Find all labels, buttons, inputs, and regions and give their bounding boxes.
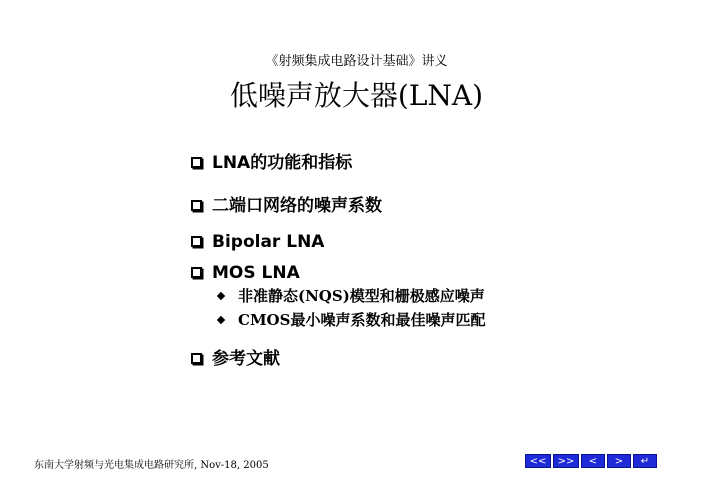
previous-slide-button[interactable]: < (581, 454, 605, 468)
outline-item-label: MOS LNA (212, 263, 300, 283)
diamond-bullet-icon (217, 292, 225, 300)
footer-credit: 东南大学射频与光电集成电路研究所, Nov-18, 2005 (34, 460, 269, 471)
outline-subitem (218, 310, 485, 330)
outline-item-label: 参考文献 (212, 349, 280, 369)
outline-item-label: LNA的功能和指标 (212, 153, 353, 173)
outline-item-label: Bipolar LNA (212, 232, 325, 252)
outline-subitem-label: 非准静态(NQS)模型和栅极感应噪声 (238, 287, 485, 305)
outline-subitem-label: CMOS最小噪声系数和最佳噪声匹配 (238, 311, 486, 329)
outline-item (191, 262, 300, 284)
diamond-bullet-icon (217, 316, 225, 324)
outline-item (191, 195, 382, 217)
outline-item (191, 348, 280, 370)
last-slide-button[interactable]: >> (553, 454, 579, 468)
checkbox-bullet-icon (191, 200, 202, 211)
checkbox-bullet-icon (191, 267, 202, 278)
outline-item (191, 152, 352, 174)
lecture-subtitle: 《射频集成电路设计基础》讲义 (265, 54, 448, 69)
return-button[interactable]: ↵ (633, 454, 657, 468)
outline-item-label: 二端口网络的噪声系数 (212, 196, 382, 216)
page-title: 低噪声放大器(LNA) (229, 79, 484, 112)
checkbox-bullet-icon (191, 157, 202, 168)
outline-item (191, 231, 324, 253)
checkbox-bullet-icon (191, 236, 202, 247)
first-slide-button[interactable]: << (525, 454, 551, 468)
next-slide-button[interactable]: > (607, 454, 631, 468)
outline-subitem (218, 286, 485, 306)
slide-navigation (525, 454, 657, 468)
checkbox-bullet-icon (191, 353, 202, 364)
